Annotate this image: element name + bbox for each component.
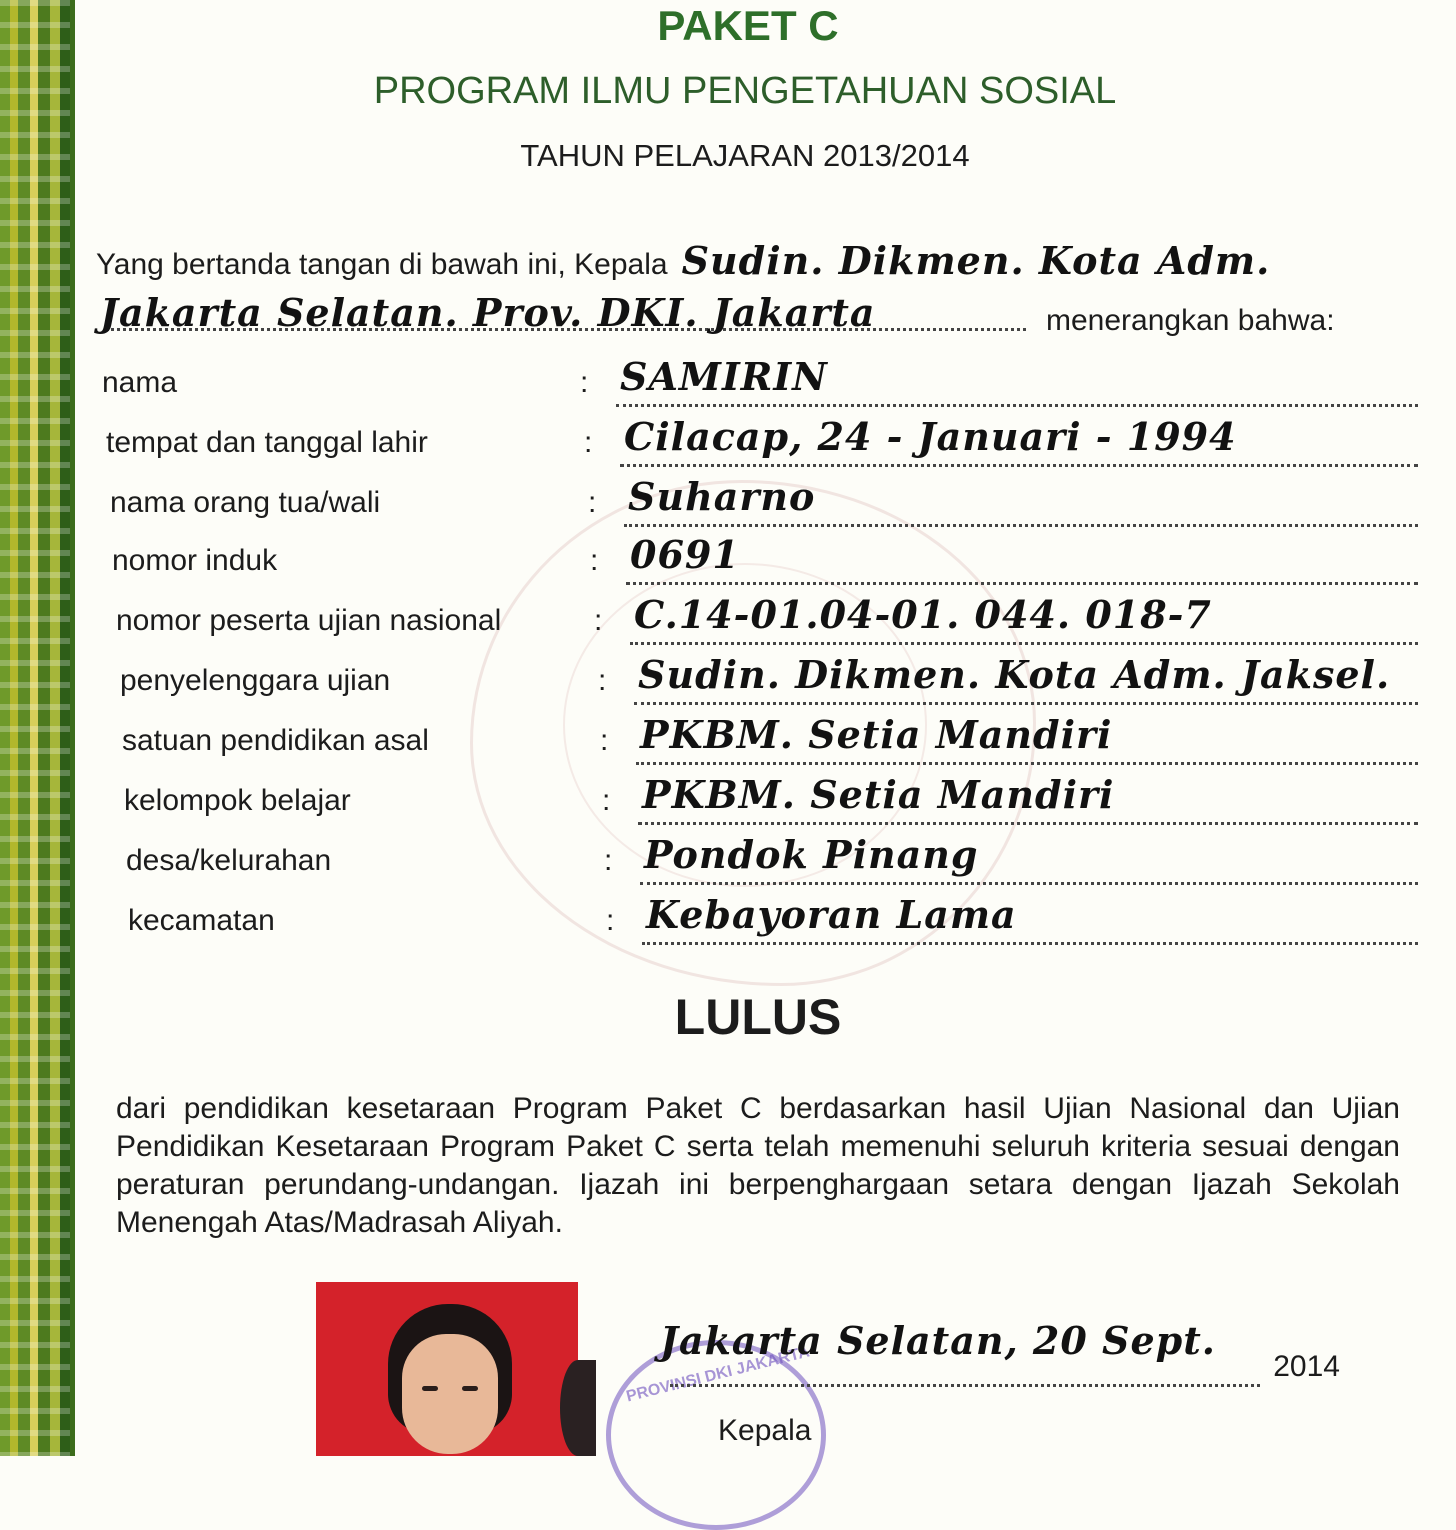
field-row (102, 354, 1418, 420)
field-value-handwritten: Cilacap, 24 - Januari - 1994 (624, 414, 1237, 459)
dotted-line (620, 464, 1418, 467)
photo-eye (422, 1386, 438, 1391)
field-value-handwritten: SAMIRIN (620, 354, 828, 399)
dotted-line (626, 582, 1418, 585)
academic-year: TAHUN PELAJARAN 2013/2014 (520, 138, 970, 173)
field-label: kecamatan (128, 904, 275, 937)
field-colon: : (602, 784, 611, 817)
place-date-handwritten: Jakarta Selatan, 20 Sept. (660, 1318, 1216, 1363)
field-label: nama (102, 366, 178, 399)
field-value-handwritten: Sudin. Dikmen. Kota Adm. Jaksel. (638, 652, 1391, 697)
place-date (660, 1318, 1340, 1388)
dotted-line (636, 762, 1418, 765)
field-label: nomor induk (112, 544, 278, 577)
field-row (120, 652, 1418, 718)
photo-eye (462, 1386, 478, 1391)
field-label: nomor peserta ujian nasional (116, 604, 502, 637)
field-label: kelompok belajar (124, 784, 351, 817)
field-row (126, 832, 1418, 898)
field-colon: : (590, 544, 599, 577)
field-label: nama orang tua/wali (110, 486, 381, 519)
program-name: PROGRAM ILMU PENGETAHUAN SOSIAL (373, 70, 1117, 112)
intro-suffix: menerangkan bahwa: (1046, 304, 1335, 337)
field-row (110, 474, 1418, 540)
field-colon: : (604, 844, 613, 877)
certificate-title: PAKET C (657, 2, 839, 49)
photo-face (402, 1334, 498, 1454)
field-value-handwritten: Suharno (628, 474, 816, 519)
field-label: desa/kelurahan (126, 844, 332, 877)
stamp-text: PROVINSI DKI JAKARTA (624, 1343, 812, 1406)
field-row (128, 892, 1418, 958)
field-colon: : (594, 604, 603, 637)
result-status: LULUS (674, 989, 842, 1045)
field-colon: : (600, 724, 609, 757)
field-colon: : (606, 904, 615, 937)
intro-line-1 (96, 238, 1270, 283)
field-value-handwritten: Pondok Pinang (644, 832, 979, 877)
intro-line-2 (96, 290, 1396, 340)
issuer-handwritten-1: Sudin. Dikmen. Kota Adm. (681, 238, 1271, 283)
student-photo (316, 1282, 578, 1456)
issuer-handwritten-2: Jakarta Selatan. Prov. DKI. Jakarta (100, 290, 876, 335)
field-colon: : (580, 366, 589, 399)
field-value-handwritten: PKBM. Setia Mandiri (642, 772, 1115, 817)
field-value-handwritten: C.14-01.04-01. 044. 018-7 (634, 592, 1212, 637)
dotted-line (638, 822, 1418, 825)
field-label: penyelenggara ujian (120, 664, 391, 697)
decorative-border (0, 0, 70, 1456)
photo-shadow (560, 1360, 596, 1456)
field-value-handwritten: 0691 (630, 532, 740, 577)
field-value-handwritten: PKBM. Setia Mandiri (640, 712, 1113, 757)
field-row (122, 712, 1418, 778)
signature-year: 2014 (1273, 1350, 1340, 1383)
signatory-title: Kepala (718, 1414, 812, 1447)
field-row (106, 414, 1418, 480)
field-value-handwritten: Kebayoran Lama (646, 892, 1017, 937)
dotted-line (642, 942, 1418, 945)
field-row (124, 772, 1418, 838)
dotted-line (616, 404, 1418, 407)
field-row (112, 532, 1418, 598)
dotted-line (630, 642, 1418, 645)
border-edge (70, 0, 75, 1456)
field-colon: : (598, 664, 607, 697)
field-label: satuan pendidikan asal (122, 724, 429, 757)
field-colon: : (588, 486, 597, 519)
field-colon: : (584, 426, 593, 459)
dotted-line (624, 524, 1418, 527)
dotted-line (634, 702, 1418, 705)
dotted-line (640, 882, 1418, 885)
intro-prefix: Yang bertanda tangan di bawah ini, Kepala (96, 248, 668, 281)
field-label: tempat dan tanggal lahir (106, 426, 428, 459)
dotted-line (670, 1384, 1260, 1387)
field-row (116, 592, 1418, 658)
statement-paragraph: dari pendidikan kesetaraan Program Paket C berdasarkan hasil Ujian Nasional dan Ujian Pendidikan Kesetaraan Program Paket C serta telah memenuhi seluruh kriteria sesuai dengan peraturan perundang-undangan. Ijazah ini berpenghargaan setara dengan Ijazah Sekolah Menengah Atas/Madrasah Aliyah. (116, 1092, 1400, 1239)
